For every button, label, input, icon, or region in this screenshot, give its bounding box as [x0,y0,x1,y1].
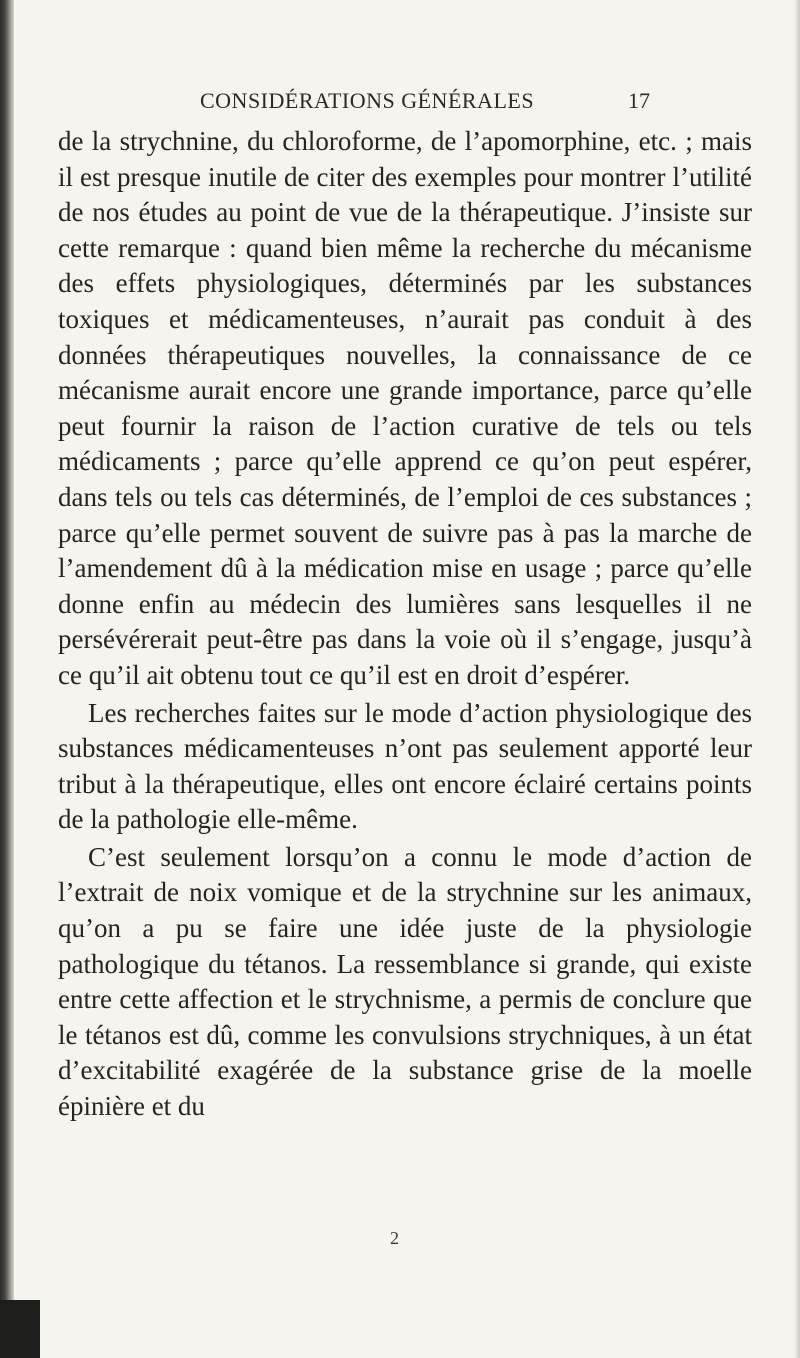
binding-gutter [0,0,14,1358]
paragraph: de la strychnine, du chloroforme, de l’apomorphine, etc. ; mais il est presque inutile de citer des exemples pour montrer l’utilité de nos études au point de vue de la thérapeutique. J’insiste sur cette remarque : quand bien même la recherche du mécanisme des effets physiologiques, déterminés par les substances toxiques et médicamenteuses, n’aurait pas conduit à des données thérapeutiques nouvelles, la connaissance de ce mécanisme aurait encore une grande importance, parce qu’elle peut fournir la raison de l’action curative de tels ou tels médicaments ; parce qu’elle apprend ce qu’on peut espérer, dans tels ou tels cas déterminés, de l’emploi de ces substances ; parce qu’elle permet souvent de suivre pas à pas la marche de l’amendement dû à la médication mise en usage ; parce qu’elle donne enfin au médecin des lumières sans lesquelles il ne persévérerait peut-être pas dans la voie où il s’engage, jusqu’à ce qu’il ait obtenu tout ce qu’il est en droit d’espérer. [58,126,752,690]
signature-mark: 2 [390,1228,399,1248]
body-text [58,124,752,1125]
page-number: 17 [628,88,650,113]
page-edge [794,0,800,1358]
running-head: CONSIDÉRATIONS GÉNÉRALES [200,88,535,113]
paragraph: C’est seulement lorsqu’on a connu le mode d’action de l’extrait de noix vomique et de la strychnine sur les animaux, qu’on a pu se faire une idée juste de la physiologie pathologique du tétanos. La ressemblance si grande, qui existe entre cette affection et le strychnisme, a permis de conclure que le tétanos est dû, comme les convulsions strychniques, à un état d’excitabilité exagérée de la substance grise de la moelle épinière et du [58,841,752,1122]
paragraph: Les recherches faites sur le mode d’action physiologique des substances médicamenteuses n’ont pas seulement apporté leur tribut à la thérapeutique, elles ont encore éclairé certains points de la pathologie elle-même. [58,697,752,835]
binding-shadow [0,1300,40,1358]
